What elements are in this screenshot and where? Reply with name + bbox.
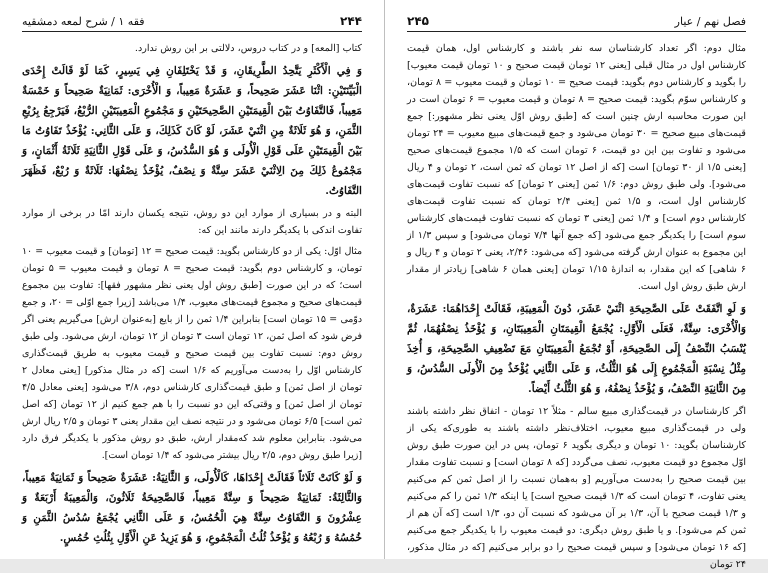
paragraph: البته و در بسیاری از موارد این دو روش، نتیجه یکسان دارند امّا در برخی از موارد تفاوت اندکی با یکدیگر دارند مانند این که: — [22, 208, 362, 236]
running-title: فقه ۱ / شرح لمعه دمشقیه — [22, 15, 145, 28]
page-header — [407, 14, 746, 32]
left-page — [0, 0, 384, 559]
paragraph: کتاب [المعه] و در کتاب دروس، دلالتی بر این روش ندارد. — [134, 43, 362, 54]
arabic-quote: وَ لَوْ كَانَتْ ثَلَاثاً فَقَالَتْ إِحْدَاهَا، كَالْأُولَى، وَ الثَّانِيَةُ: عَشَرَةٌ صَحِيحاً وَ ثَمَانِيَةٌ مَعِيباً، وَالثَّالِثَةُ: ثَمَانِيَةٌ صَحِيحاً وَ سِتَّةٌ مَعِيباً، فَالصَّحِيحَةُ ثَلَاثُونَ، وَالْمَعِيبَةُ أَرْبَعَةٌ وَ عِشْرُونَ وَ التَّفَاوُتُ سِتَّةٌ هِيَ الْخُمُسُ، وَ عَلَى الثَّانِي يُجْمَعُ سُدُسُ الثَّمَنِ وَ خُمُسُهُ وَ رُبْعُهُ وَ يُؤْخَذُ ثُلُثُ الْمَجْمُوعِ، وَ هُوَ يَزِيدُ عَنِ الْأَوَّلِ بِثُلُثِ خُمُسٍ. — [22, 472, 362, 544]
page-header — [22, 14, 362, 32]
right-page — [384, 0, 768, 570]
arabic-quote: وَ فِي الْأَكْثَرِ يَتَّحِدُ الطَّرِيقَانِ، وَ قَدْ يَخْتَلِفَانِ فِي يَسِيرٍ، كَمَا لَوْ قَالَتْ إِحْدَى الْبَيِّنَتَيْنِ: اثْنَا عَشَرَ صَحِيحاً، وَ عَشَرَةٌ مَعِيباً، وَ الْأُخْرَى: ثَمَانِيَةٌ صَحِيحاً وَ خَمْسَةٌ مَعِيباً، فَالتَّفَاوُتُ بَيْنَ الْقِيمَتَيْنِ الصَّحِيحَتَيْنِ وَ مَجْمُوعِ الْمَعِيبَتَيْنِ الرُّبْعُ، فَيَرْجِعُ بِرُبْعِ الثَّمَنِ، وَ هُوَ ثَلَاثَةٌ مِنِ اثْنَيْ عَشَرَ، لَوْ كَانَ كَذَلِكَ، وَ عَلَى الثَّانِي: يُؤْخَذُ تَفَاوُتُ مَا بَيْنَ الْقِيمَتَيْنِ عَلَى قَوْلِ الْأُولَى وَ هُوَ السُّدُسُ، وَ عَلَى قَوْلِ الثَّانِيَةِ ثَلَاثَةُ أَثْمَانٍ، وَ مَجْمُوعُ ذَلِكَ مِنَ الِاثْنَيْ عَشَرَ سِتَّةٌ وَ نِصْفٌ، يُؤْخَذُ نِصْفُهَا: ثَلَاثَةٌ وَ رُبْعٌ، فَظَهَرَ التَّفَاوُتُ. — [22, 65, 362, 197]
paragraph: اگر کارشناسان در قیمت‌گذاری مبیع سالم - مثلاً ۱۲ تومان - اتفاق نظر داشته باشند ولی در قیمت‌گذاری مبیع معیوب، اختلاف‌نظر داشته باشند به طوری‌که یکی از کارشناسان بگوید: ۱۰ تومان و دیگری بگوید ۶ تومان، پس در این صورت طبق روش اوّل مجموع دو قیمت معیوب، نصف می‌گردد [که ۸ تومان است] و نسبت تفاوت مقدار بین قیمت صحیح را به‌دست می‌آوریم [و به‌همان نسبت را از اصل ثمن کم می‌کنیم یعنی تفاوت، ۴ تومان است که ۱/۳ قیمت صحیح است] یا اینکه ۱/۳ ثمن را کم می‌کنیم و ۱/۳ قیمت صحیح با آن، ۱/۳ بر آن می‌شود که نسبت آن دو، ۱/۳ است [که آن هم از ثمن کم می‌شود]. و یا طبق روش دیگری: دو قیمت معیوب را با یکدیگر جمع می‌کنیم [که ۱۶ تومان می‌شود] و سپس قیمت صحیح را دو برابر می‌کنیم [که در مثال مذکور، ۲۴ تومان — [407, 406, 746, 570]
page-number: ۲۴۴ — [340, 14, 362, 28]
paragraph: مثال اوّل: یکی از دو کارشناس بگوید: قیمت صحیح = ۱۲ [تومان] و قیمت معیوب = ۱۰ تومان، و کارشناس دوم بگوید: قیمت صحیح = ۸ تومان و قیمت معیوب = ۵ تومان است؛ که در این صورت [طبق روش اول یعنی نظر مشهور فقها]: تفاوت بین مجموع قیمت‌های صحیح و مجموع قیمت‌های معیوب، ۱/۴ می‌باشد [زیرا جمع اوّلی = ۲۰، و جمع دوّمی = ۱۵ تومان است] بنابراین ۱/۴ ثمن را از بایع [به‌عنوان ارش] می‌گیریم یعنی اگر فرض شود که اصل ثمن، ۱۲ تومان است ۳ تومان از ۱۲ تومان، ارش می‌شود. ولی طبق روش دوم: نسبت تفاوت بین قیمت صحیح و قیمت معیوب به طریق قیمت‌گذاری کارشناس اوّل را به‌دست می‌آوریم که ۱/۶ است [که در مثال مذکور] [یعنی معادل ۲ تومان از اصل ثمن] و طبق قیمت‌گذاری کارشناس دوم، ۳/۸ می‌شود [یعنی معادل ۴/۵ تومان از اصل ثمن] و وقتی‌که این دو نسبت را با هم جمع کنیم از ۱۲ تومان [که اصل ثمن است] ۶/۵ تومان می‌شود و در نتیجه نصف این مقدار یعنی ۳ تومان و ۲/۵ ریال ارش می‌شود. بنابراین معلوم شد که‌مقدار ارش، طبق دو روش مذکور با یکدیگر فرق دارد [زیرا طبق روش دوم، ۲/۵ ریال بیشتر می‌شود که ۱/۴ تومان است]. — [22, 246, 363, 461]
page-number: ۲۴۵ — [407, 14, 429, 28]
running-title: فصل نهم / عیار — [674, 15, 746, 28]
page-body — [407, 40, 746, 573]
paragraph: مثال دوم: اگر تعداد کارشناسان سه نفر باشند و کارشناس اول، همان قیمت کارشناس اول در مثال قبلی [یعنی ۱۲ تومان قیمت صحیح و ۱۰ تومان قیمت معیوب] را بگوید و کارشناس دوم بگوید: قیمت صحیح = ۱۰ تومان و قیمت معیوب = ۸ تومان، و کارشناس سوّم بگوید: قیمت صحیح = ۸ تومان و قیمت معیوب = ۶ تومان است در این صورت محاسبه ارش چنین است که [طبق روش اوّل یعنی نظر مشهور:] جمع قیمت‌های مبیع صحیح = ۳۰ تومان می‌شود و جمع قیمت‌های مبیع معیوب = ۲۴ تومان می‌شود و تفاوت بین این دو قیمت، ۶ تومان است که ۱/۵ مجموع قیمت‌های صحیح [یعنی ۱/۵ از ۳۰ تومان] است [که از اصل ۱۲ تومان که ثمن است، ۲ تومان و ۴ ریال می‌شود]. ولی طبق روش دوم: ۱/۶ ثمن [یعنی ۲ تومان] که نسبت تفاوت قیمت‌های کارشناس اول است، و ۱/۵ ثمن [یعنی ۲/۴ تومان که نسبت تفاوت قیمت‌های کارشناس دوم است] و ۱/۴ ثمن [یعنی ۳ تومان که نسبت تفاوت قیمت‌های کارشناس سوم است] را یکدیگر جمع می‌شود [که جمع آنها ۷/۴ تومان می‌شود] و سپس ۱/۳ از این مجموع به عنوان ارش گرفته می‌شود [که می‌شود: ۲/۴۶، یعنی ۲ تومان و ۴ ریال و ۶ شاهی] که این مقدار، به اندازهٔ ۱/۱۵ تومان [یعنی همان ۶ شاهی] زیادتر از مقدار ارش طبق روش اول است. — [407, 43, 747, 292]
arabic-quote: وَ لَوِ اتَّفَقَتْ عَلَى الصَّحِيحَةِ اثْنَيْ عَشَرَ، دُونَ الْمَعِيبَةِ، فَقَالَتْ إِحْدَاهُمَا: عَشَرَةٌ، وَالْأُخْرَى: سِتَّةٌ، فَعَلَى الْأَوَّلِ: يُجْمَعُ الْقِيمَتَانِ الْمَعِيبَتَانِ، وَ يُؤْخَذُ نِصْفُهُمَا، ثُمَّ يُنْسَبُ النِّصْفُ إِلَى الصَّحِيحَةِ، أَوْ تُجْمَعُ الْمَعِيبَتَانِ مَعَ تَضْعِيفِ الصَّحِيحَةِ، وَ أُخِذَ مِثْلُ نِسْبَةِ الْمَجْمُوعِ إِلَى هُوَ الثُّلُثُ، وَ عَلَى الثَّانِي يُؤْخَذُ مِنَ الْأُولَى السُّدُسُ، وَ مِنَ الثَّانِيَةِ النِّصْفُ، وَ يُؤْخَذُ نِصْفُهُ، وَ هُوَ الثُّلُثُ أَيْضاً. — [407, 303, 746, 395]
page-body — [22, 40, 362, 548]
